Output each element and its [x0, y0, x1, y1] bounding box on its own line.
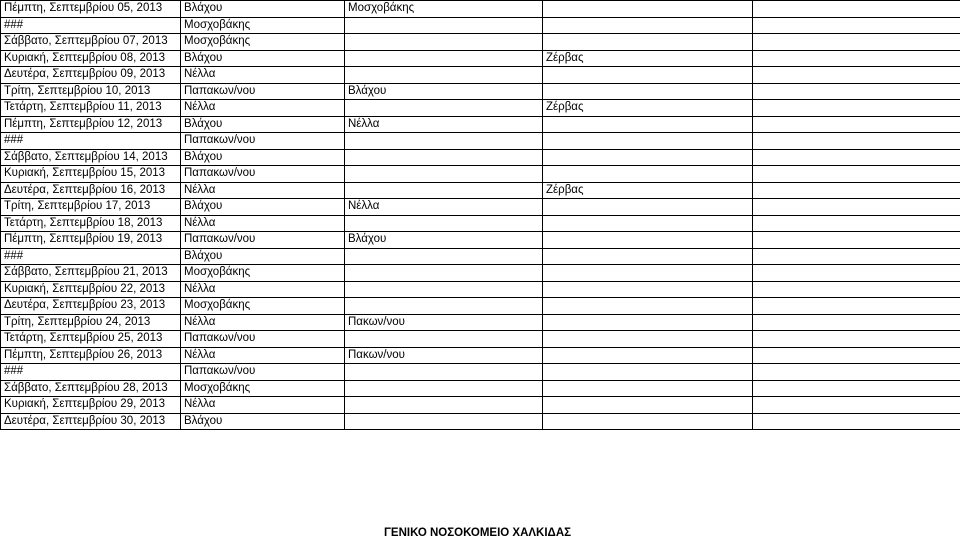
- date-cell: Δευτέρα, Σεπτεμβρίου 16, 2013: [1, 182, 181, 199]
- date-cell: Πέμπτη, Σεπτεμβρίου 05, 2013: [1, 1, 181, 18]
- second-doctor-cell: [345, 364, 543, 381]
- table-row: [1, 364, 960, 381]
- extra-cell: [753, 17, 960, 34]
- extra-cell: [753, 215, 960, 232]
- date-cell: Τρίτη, Σεπτεμβρίου 17, 2013: [1, 199, 181, 216]
- doctor-cell: Βλάχου: [181, 1, 345, 18]
- date-cell: Σάββατο, Σεπτεμβρίου 07, 2013: [1, 34, 181, 51]
- table-row: [1, 17, 960, 34]
- doctor-cell: Βλάχου: [181, 413, 345, 430]
- table-row: [1, 281, 960, 298]
- third-doctor-cell: [543, 133, 753, 150]
- table-row: [1, 397, 960, 414]
- third-doctor-cell: [543, 17, 753, 34]
- third-doctor-cell: [543, 380, 753, 397]
- table-row: [1, 67, 960, 84]
- table-row: [1, 232, 960, 249]
- second-doctor-cell: Βλάχου: [345, 232, 543, 249]
- table-row: [1, 116, 960, 133]
- third-doctor-cell: [543, 248, 753, 265]
- doctor-cell: Παπακων/νου: [181, 166, 345, 183]
- table-row: [1, 413, 960, 430]
- doctor-cell: Νέλλα: [181, 314, 345, 331]
- third-doctor-cell: [543, 116, 753, 133]
- date-cell: ###: [1, 17, 181, 34]
- extra-cell: [753, 133, 960, 150]
- second-doctor-cell: [345, 281, 543, 298]
- table-row: [1, 166, 960, 183]
- date-cell: Κυριακή, Σεπτεμβρίου 08, 2013: [1, 50, 181, 67]
- doctor-cell: Νέλλα: [181, 67, 345, 84]
- extra-cell: [753, 314, 960, 331]
- third-doctor-cell: [543, 347, 753, 364]
- table-row: [1, 1, 960, 18]
- table-row: [1, 34, 960, 51]
- second-doctor-cell: [345, 67, 543, 84]
- extra-cell: [753, 281, 960, 298]
- table-row: [1, 50, 960, 67]
- doctor-cell: Μοσχοβάκης: [181, 265, 345, 282]
- date-cell: Δευτέρα, Σεπτεμβρίου 23, 2013: [1, 298, 181, 315]
- second-doctor-cell: Πακων/νου: [345, 347, 543, 364]
- doctor-cell: Βλάχου: [181, 248, 345, 265]
- second-doctor-cell: Μοσχοβάκης: [345, 1, 543, 18]
- table-row: [1, 182, 960, 199]
- extra-cell: [753, 265, 960, 282]
- third-doctor-cell: [543, 199, 753, 216]
- doctor-cell: Βλάχου: [181, 199, 345, 216]
- third-doctor-cell: [543, 298, 753, 315]
- doctor-cell: Παπακων/νου: [181, 133, 345, 150]
- doctor-cell: Μοσχοβάκης: [181, 380, 345, 397]
- date-cell: Κυριακή, Σεπτεμβρίου 15, 2013: [1, 166, 181, 183]
- second-doctor-cell: [345, 380, 543, 397]
- doctor-cell: Μοσχοβάκης: [181, 17, 345, 34]
- extra-cell: [753, 364, 960, 381]
- date-cell: Πέμπτη, Σεπτεμβρίου 26, 2013: [1, 347, 181, 364]
- second-doctor-cell: Βλάχου: [345, 83, 543, 100]
- third-doctor-cell: [543, 413, 753, 430]
- extra-cell: [753, 331, 960, 348]
- table-row: [1, 265, 960, 282]
- date-cell: Κυριακή, Σεπτεμβρίου 22, 2013: [1, 281, 181, 298]
- extra-cell: [753, 166, 960, 183]
- date-cell: Σάββατο, Σεπτεμβρίου 21, 2013: [1, 265, 181, 282]
- doctor-cell: Παπακων/νου: [181, 232, 345, 249]
- second-doctor-cell: [345, 298, 543, 315]
- date-cell: Τετάρτη, Σεπτεμβρίου 25, 2013: [1, 331, 181, 348]
- table-row: [1, 83, 960, 100]
- date-cell: ###: [1, 364, 181, 381]
- table-row: [1, 133, 960, 150]
- third-doctor-cell: [543, 83, 753, 100]
- second-doctor-cell: [345, 215, 543, 232]
- doctor-cell: Παπακων/νου: [181, 331, 345, 348]
- extra-cell: [753, 50, 960, 67]
- date-cell: Σάββατο, Σεπτεμβρίου 14, 2013: [1, 149, 181, 166]
- table-row: [1, 149, 960, 166]
- doctor-cell: Νέλλα: [181, 347, 345, 364]
- third-doctor-cell: [543, 67, 753, 84]
- table-row: [1, 314, 960, 331]
- doctor-cell: Παπακων/νου: [181, 364, 345, 381]
- third-doctor-cell: [543, 331, 753, 348]
- table-row: [1, 331, 960, 348]
- third-doctor-cell: [543, 397, 753, 414]
- date-cell: Τρίτη, Σεπτεμβρίου 24, 2013: [1, 314, 181, 331]
- second-doctor-cell: Πακων/νου: [345, 314, 543, 331]
- table-row: [1, 298, 960, 315]
- second-doctor-cell: [345, 149, 543, 166]
- extra-cell: [753, 149, 960, 166]
- extra-cell: [753, 1, 960, 18]
- second-doctor-cell: [345, 50, 543, 67]
- third-doctor-cell: [543, 265, 753, 282]
- extra-cell: [753, 100, 960, 117]
- extra-cell: [753, 347, 960, 364]
- second-doctor-cell: [345, 248, 543, 265]
- third-doctor-cell: [543, 314, 753, 331]
- extra-cell: [753, 116, 960, 133]
- third-doctor-cell: [543, 1, 753, 18]
- doctor-cell: Βλάχου: [181, 50, 345, 67]
- date-cell: Τρίτη, Σεπτεμβρίου 10, 2013: [1, 83, 181, 100]
- doctor-cell: Νέλλα: [181, 397, 345, 414]
- extra-cell: [753, 182, 960, 199]
- third-doctor-cell: [543, 149, 753, 166]
- date-cell: Πέμπτη, Σεπτεμβρίου 12, 2013: [1, 116, 181, 133]
- second-doctor-cell: Νέλλα: [345, 116, 543, 133]
- doctor-cell: Βλάχου: [181, 116, 345, 133]
- second-doctor-cell: [345, 182, 543, 199]
- third-doctor-cell: Ζέρβας: [543, 50, 753, 67]
- extra-cell: [753, 413, 960, 430]
- third-doctor-cell: [543, 34, 753, 51]
- date-cell: Δευτέρα, Σεπτεμβρίου 30, 2013: [1, 413, 181, 430]
- second-doctor-cell: [345, 133, 543, 150]
- table-row: [1, 347, 960, 364]
- doctor-cell: Βλάχου: [181, 149, 345, 166]
- second-doctor-cell: [345, 265, 543, 282]
- date-cell: Τετάρτη, Σεπτεμβρίου 18, 2013: [1, 215, 181, 232]
- doctor-cell: Νέλλα: [181, 182, 345, 199]
- doctor-cell: Νέλλα: [181, 215, 345, 232]
- schedule-body: [1, 1, 960, 430]
- third-doctor-cell: [543, 281, 753, 298]
- extra-cell: [753, 34, 960, 51]
- second-doctor-cell: [345, 397, 543, 414]
- date-cell: Δευτέρα, Σεπτεμβρίου 09, 2013: [1, 67, 181, 84]
- second-doctor-cell: [345, 413, 543, 430]
- date-cell: Πέμπτη, Σεπτεμβρίου 19, 2013: [1, 232, 181, 249]
- date-cell: Σάββατο, Σεπτεμβρίου 28, 2013: [1, 380, 181, 397]
- table-row: [1, 100, 960, 117]
- table-row: [1, 215, 960, 232]
- extra-cell: [753, 67, 960, 84]
- third-doctor-cell: [543, 166, 753, 183]
- date-cell: Κυριακή, Σεπτεμβρίου 29, 2013: [1, 397, 181, 414]
- extra-cell: [753, 232, 960, 249]
- doctor-cell: Παπακων/νου: [181, 83, 345, 100]
- second-doctor-cell: [345, 166, 543, 183]
- second-doctor-cell: [345, 100, 543, 117]
- second-doctor-cell: Νέλλα: [345, 199, 543, 216]
- third-doctor-cell: [543, 215, 753, 232]
- hospital-name: ΓΕΝΙΚΟ ΝΟΣΟΚΟΜΕΙΟ ΧΑΛΚΙΔΑΣ: [384, 526, 571, 540]
- third-doctor-cell: [543, 232, 753, 249]
- doctor-cell: Νέλλα: [181, 281, 345, 298]
- date-cell: ###: [1, 248, 181, 265]
- extra-cell: [753, 199, 960, 216]
- table-row: [1, 380, 960, 397]
- extra-cell: [753, 83, 960, 100]
- extra-cell: [753, 380, 960, 397]
- extra-cell: [753, 397, 960, 414]
- third-doctor-cell: Ζέρβας: [543, 182, 753, 199]
- table-row: [1, 199, 960, 216]
- third-doctor-cell: [543, 364, 753, 381]
- extra-cell: [753, 298, 960, 315]
- doctor-cell: Μοσχοβάκης: [181, 34, 345, 51]
- doctor-cell: Μοσχοβάκης: [181, 298, 345, 315]
- date-cell: Τετάρτη, Σεπτεμβρίου 11, 2013: [1, 100, 181, 117]
- second-doctor-cell: [345, 34, 543, 51]
- third-doctor-cell: Ζέρβας: [543, 100, 753, 117]
- extra-cell: [753, 248, 960, 265]
- date-cell: ###: [1, 133, 181, 150]
- second-doctor-cell: [345, 17, 543, 34]
- doctor-cell: Νέλλα: [181, 100, 345, 117]
- second-doctor-cell: [345, 331, 543, 348]
- table-row: [1, 248, 960, 265]
